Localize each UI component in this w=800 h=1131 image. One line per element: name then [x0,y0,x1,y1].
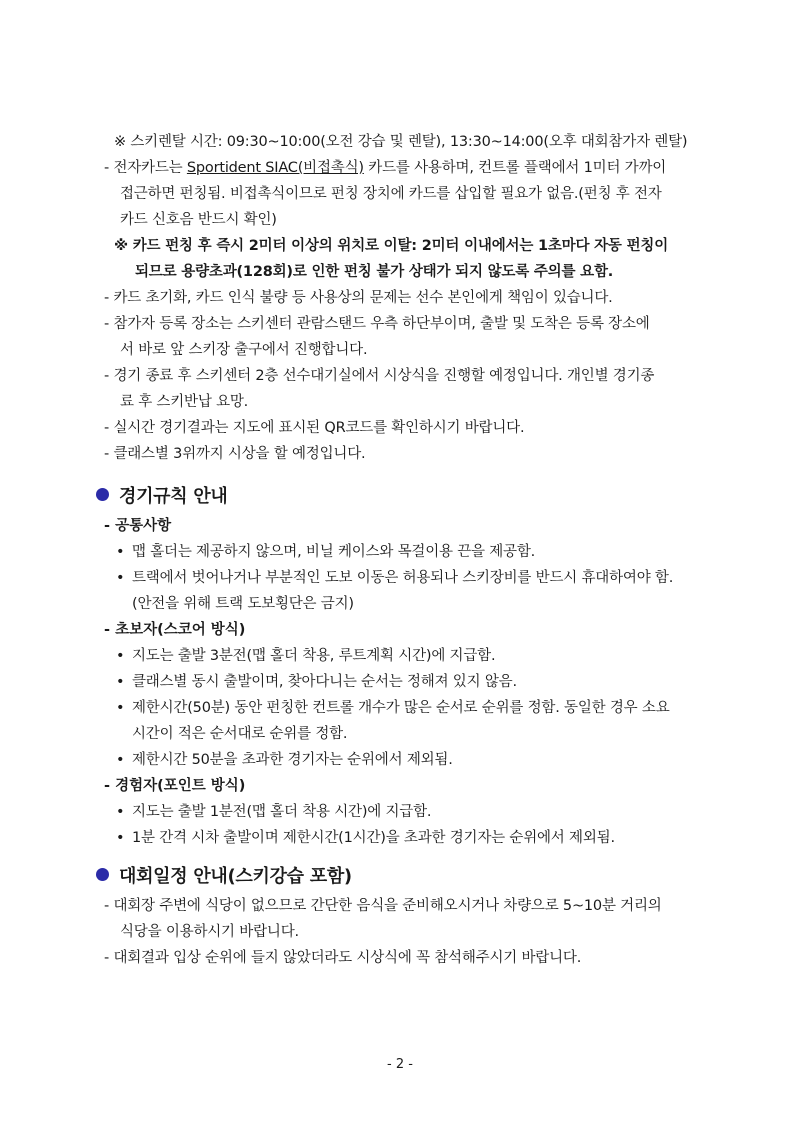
experienced-heading: - 경험자(포인트 방식) [104,778,246,794]
card-init-note: - 카드 초기화, 카드 인식 불량 등 사용상의 문제는 선수 본인에게 책임이 있습니다. [104,290,613,306]
card-brand: Sportident SIAC(비접촉식) [186,160,364,176]
list-item-text: 제한시간(50분) 동안 펀칭한 컨트롤 개수가 많은 순서로 순위를 정함. 동일한 경우 소요 [132,700,670,716]
ceremony-line-2: 료 후 스키반납 요망. [120,394,249,410]
section-bullet-icon [96,488,109,501]
list-item-text: 트랙에서 벗어나거나 부분적인 도보 이동은 허용되나 스키장비를 반드시 휴대하여야 함. [132,570,674,586]
card-text-2: 카드를 사용하며, 컨트롤 플랙에서 1미터 가까이 [363,160,667,176]
list-item [116,643,495,669]
attend-note: - 대회결과 입상 순위에 들지 않았더라도 시상식에 꼭 참석해주시기 바랍니다. [104,950,582,966]
meal-line-2: 식당을 이용하시기 바랍니다. [120,924,299,940]
list-item-text: 지도는 출발 1분전(맵 홀더 착용 시간)에 지급함. [132,804,432,820]
page-number: - 2 - [387,1057,413,1072]
bullet-icon: • [116,674,125,690]
schedule-title: 대회일정 안내(스키강습 포함) [119,866,352,887]
list-item [116,539,535,565]
bullet-icon: • [116,700,125,716]
common-heading: - 공통사항 [104,518,172,534]
card-line-1 [104,155,666,181]
schedule-section-title [96,864,352,890]
ceremony-line-1: - 경기 종료 후 스키센터 2층 선수대기실에서 시상식을 진행할 예정입니다. 개인별 경기종 [104,368,655,384]
bullet-icon: • [116,544,125,560]
list-item-continuation: (안전을 위해 트랙 도보횡단은 금지) [132,596,354,612]
list-item-text: 제한시간 50분을 초과한 경기자는 순위에서 제외됨. [132,752,453,768]
rules-section-title [96,484,228,510]
list-item [116,669,517,695]
list-item-text: 지도는 출발 3분전(맵 홀더 착용, 루트계획 시간)에 지급함. [132,648,496,664]
meal-line-1: - 대회장 주변에 식당이 없으므로 간단한 음식을 준비해오시거나 차량으로 5~10분 거리의 [104,898,662,914]
list-item [116,747,453,773]
rules-title: 경기규칙 안내 [119,486,228,507]
warning-line-2: 되므로 용량초과(128회)로 인한 펀칭 불가 상태가 되지 않도록 주의를 요함. [135,264,614,280]
list-item-text: 1분 간격 시차 출발이며 제한시간(1시간)을 초과한 경기자는 순위에서 제외됨. [132,830,615,846]
card-text-1: - 전자카드는 [104,160,187,176]
bullet-icon: • [116,570,125,586]
card-line-3: 카드 신호음 반드시 확인) [120,212,277,228]
card-line-2: 접근하면 펀칭됨. 비접촉식이므로 펀칭 장치에 카드를 삽입할 필요가 없음.(펀칭 후 전자 [120,186,662,202]
list-item [116,695,670,721]
section-bullet-icon [96,868,109,881]
bullet-icon: • [116,804,125,820]
list-item [116,565,673,591]
results-note: - 실시간 경기결과는 지도에 표시된 QR코드를 확인하시기 바랍니다. [104,420,525,436]
awards-note: - 클래스별 3위까지 시상을 할 예정입니다. [104,446,366,462]
registration-line-1: - 참가자 등록 장소는 스키센터 관람스탠드 우측 하단부이며, 출발 및 도착은 등록 장소에 [104,316,650,332]
bullet-icon: • [116,830,125,846]
registration-line-2: 서 바로 앞 스키장 출구에서 진행합니다. [120,342,368,358]
list-item [116,799,431,825]
warning-line-1: ※ 카드 펀칭 후 즉시 2미터 이상의 위치로 이탈: 2미터 이내에서는 1초마다 자동 펀칭이 [114,238,669,254]
bullet-icon: • [116,648,125,664]
list-item-continuation: 시간이 적은 순서대로 순위를 정함. [132,726,348,742]
bullet-icon: • [116,752,125,768]
beginner-heading: - 초보자(스코어 방식) [104,622,246,638]
list-item [116,825,615,851]
ski-rental-note: ※ 스키렌탈 시간: 09:30~10:00(오전 강습 및 렌탈), 13:30~14:00(오후 대회참가자 렌탈) [114,134,688,150]
list-item-text: 클래스별 동시 출발이며, 찾아다니는 순서는 정해져 있지 않음. [132,674,517,690]
list-item-text: 맵 홀더는 제공하지 않으며, 비닐 케이스와 목걸이용 끈을 제공함. [132,544,536,560]
